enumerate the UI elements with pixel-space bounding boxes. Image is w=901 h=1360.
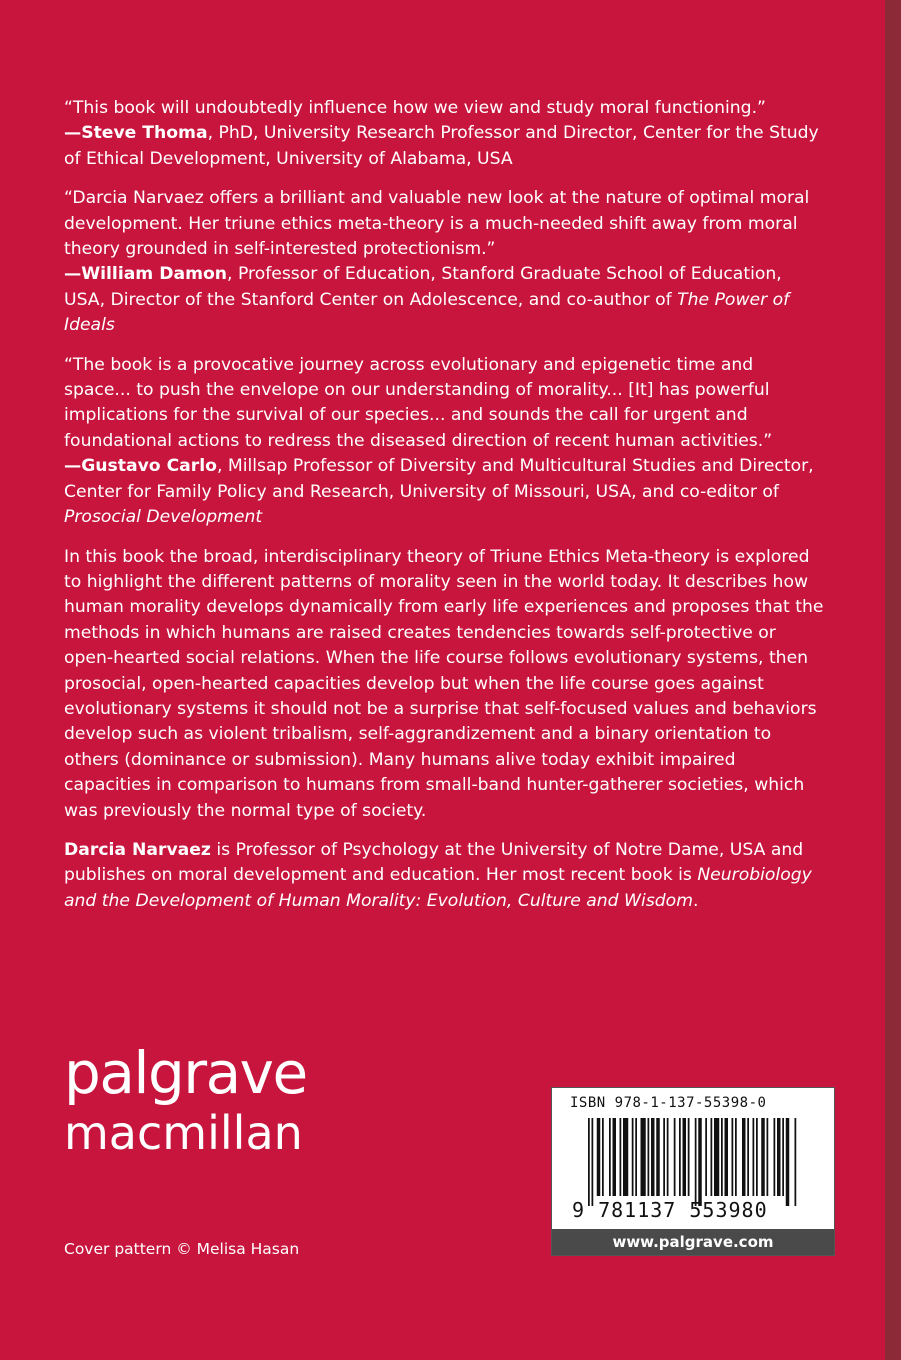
cover-credit: Cover pattern © Melisa Hasan (64, 1240, 300, 1258)
barcode-stripe (761, 1118, 765, 1196)
barcode-stripe (667, 1118, 669, 1196)
logo-line-2: macmillan (64, 1106, 303, 1160)
barcode-stripe (747, 1118, 749, 1196)
author-name: Darcia Narvaez (64, 839, 211, 860)
blurb-quote: “The book is a provocative journey across evolutionary and epigenetic time and space... to push the envelope on our understanding of morality... [It] has powerful implications for the survival of our species... and sounds the call for urgent and foundational actions to redress the diseased direction of recent human activities.” (64, 354, 773, 451)
barcode-stripe (613, 1118, 617, 1196)
publisher-logo (64, 1039, 307, 1160)
barcode-stripe (732, 1118, 734, 1196)
barcode-stripe (663, 1118, 665, 1196)
barcode-stripe (795, 1118, 797, 1206)
barcode-stripe (683, 1118, 687, 1196)
barcode-stripe (698, 1118, 702, 1206)
blurb-author: —Steve Thoma (64, 123, 208, 144)
barcode-stripe (721, 1118, 723, 1196)
barcode-stripe (782, 1118, 784, 1196)
barcode-stripe (714, 1118, 719, 1196)
barcode-stripe (742, 1118, 746, 1196)
barcode-stripe (711, 1118, 713, 1196)
author-bio (64, 838, 824, 914)
barcode-stripe (674, 1118, 676, 1196)
blurb-2 (64, 186, 824, 338)
barcode-panel (551, 1087, 835, 1256)
publisher-url: www.palgrave.com (552, 1229, 834, 1255)
bio-end: . (692, 890, 699, 911)
barcode-stripe (632, 1118, 634, 1196)
barcode-stripe (592, 1118, 594, 1206)
barcode-stripe (774, 1118, 776, 1196)
barcode-stripe (753, 1118, 755, 1196)
barcode-stripe (695, 1118, 697, 1206)
barcode-bars (588, 1118, 798, 1206)
barcode-digits: 9 781137 553980 (572, 1198, 768, 1222)
barcode-stripe (656, 1118, 660, 1196)
blurb-quote: “Darcia Narvaez offers a brilliant and valuable new look at the nature of optimal moral development. Her triune ethics meta-theory is a much-needed shift away from moral theory grounded in self-interested protectionism.” (64, 188, 810, 260)
book-description (64, 545, 824, 824)
barcode-stripe (756, 1118, 758, 1196)
barcode-stripe (725, 1118, 729, 1196)
author-bio-text: is Professor of Psychology at the University of Notre Dame, USA and publishes on moral development and education. Her most recent book is (64, 839, 804, 886)
barcode-stripe (648, 1118, 650, 1196)
barcode-stripe (623, 1118, 628, 1196)
blurb-affiliation: , Professor of Education, Stanford Graduate School of Education, USA, Director of the Stanford Center on Adolescence, and co-author of (64, 264, 782, 310)
blurb-1 (64, 96, 824, 172)
barcode-stripe (635, 1118, 637, 1196)
blurb-work-title: The Power of Ideals (64, 289, 790, 336)
back-cover-text (64, 96, 824, 928)
blurb-affiliation: , Millsap Professor of Diversity and Multicultural Studies and Director, Center for Family Policy and Research, University of Missouri, USA, and co-editor of (64, 456, 814, 502)
blurb-affiliation: , PhD, University Research Professor and Director, Center for the Study of Ethical Development, University of Alabama, USA (64, 123, 819, 169)
recent-book-title: Neurobiology and the Development of Human Morality: Evolution, Culture and Wisdom (64, 865, 812, 911)
blurb-3 (64, 353, 824, 531)
barcode-stripe (777, 1118, 781, 1196)
barcode-stripe (786, 1118, 790, 1206)
barcode-stripe (609, 1118, 611, 1196)
barcode-stripe (679, 1118, 681, 1196)
blurb-work-title: Prosocial Development (64, 507, 263, 528)
barcode-stripe (767, 1118, 769, 1196)
isbn-label: ISBN 978-1-137-55398-0 (570, 1095, 767, 1111)
barcode-stripe (705, 1118, 707, 1196)
barcode-stripe (602, 1118, 604, 1196)
barcode-stripe (620, 1118, 622, 1196)
barcode-stripe (651, 1118, 655, 1196)
spine-edge (885, 0, 901, 1360)
barcode-stripe (735, 1118, 737, 1196)
blurb-quote: “This book will undoubtedly influence how we view and study moral functioning.” (64, 98, 766, 118)
barcode-stripe (641, 1118, 646, 1196)
blurb-author: —William Damon (64, 264, 228, 285)
barcode-stripe (688, 1118, 690, 1196)
blurb-author: —Gustavo Carlo (64, 456, 217, 477)
barcode-stripe (597, 1118, 601, 1196)
description-text: In this book the broad, interdisciplinary theory of Triune Ethics Meta-theory is explored to highlight the different patterns of morality seen in the world today. It describes how human morality develops dynamically from early life experiences and proposes that the methods in which humans are raised creates tendencies towards self-protective or open-hearted social relations. When the life course follows evolutionary systems, then prosocial, open-hearted capacities develop but when the life course goes against evolutionary systems it should not be a surprise that self-focused values and behaviors develop such as violent tribalism, self-aggrandizement and a binary orientation to others (dominance or submission). Many humans alive today exhibit impaired capacities in comparison to humans from small-band hunter-gatherer societies, which was previously the normal type of society. (64, 546, 824, 821)
logo-line-1: palgrave (64, 1039, 307, 1107)
barcode-stripe (588, 1118, 590, 1206)
